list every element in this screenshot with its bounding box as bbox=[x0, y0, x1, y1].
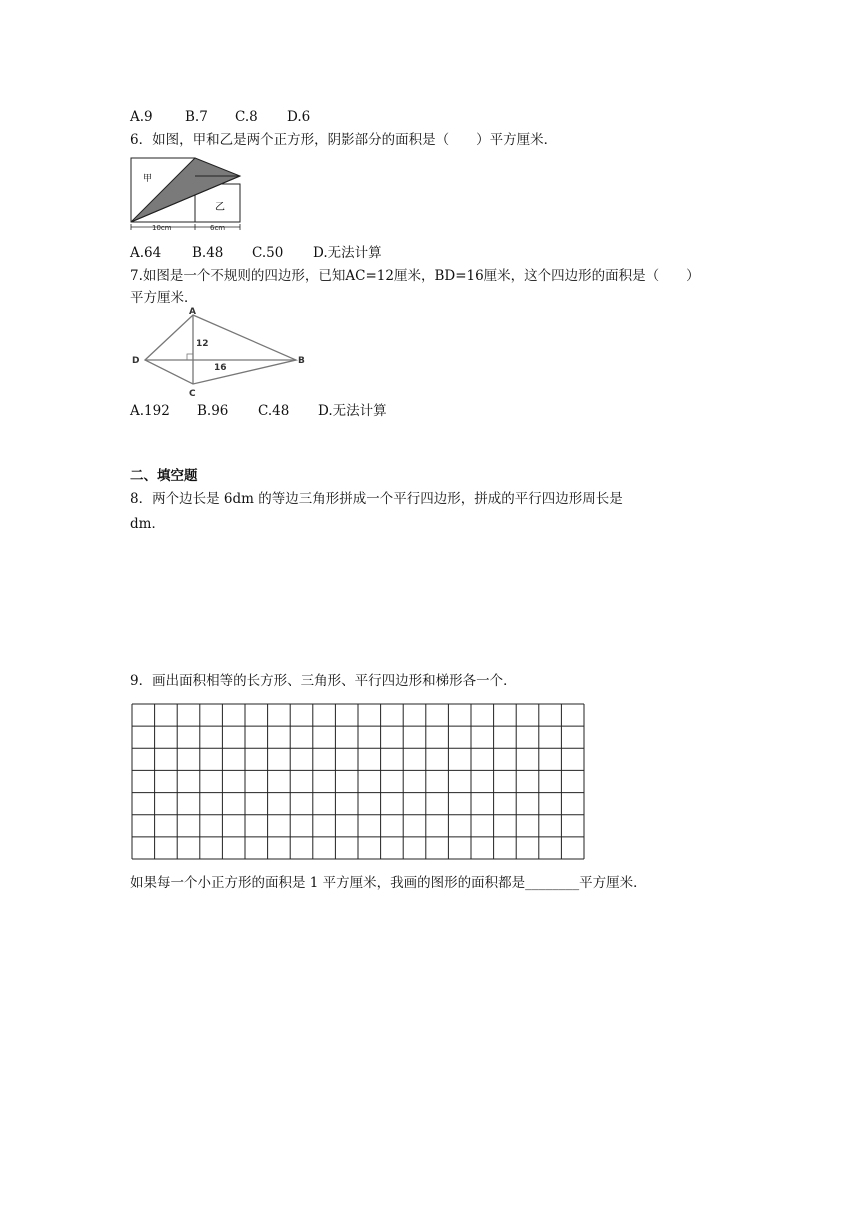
q7-option-c: C.48 bbox=[258, 403, 290, 419]
q6-option-d: D.无法计算 bbox=[313, 245, 382, 261]
q9-stem: 9．画出面积相等的长方形、三角形、平行四边形和梯形各一个． bbox=[130, 673, 517, 689]
q5-option-b: B.7 bbox=[185, 109, 208, 125]
q7-label-b: B bbox=[298, 356, 305, 366]
q6-dim-left: 10cm bbox=[152, 224, 172, 232]
q5-option-c: C.8 bbox=[235, 109, 258, 125]
q7-label-ac: 12 bbox=[196, 339, 209, 349]
q6-stem: 6．如图，甲和乙是两个正方形，阴影部分的面积是（ ）平方厘米． bbox=[130, 132, 558, 148]
q6-option-b: B.48 bbox=[192, 245, 224, 261]
q7-label-c: C bbox=[189, 389, 196, 399]
q6-options bbox=[130, 244, 382, 262]
q6-label-jia: 甲 bbox=[143, 174, 153, 184]
q7-label-a: A bbox=[189, 307, 196, 317]
q8-line1: 8．两个边长是 6dm 的等边三角形拼成一个平行四边形，拼成的平行四边形周长是 bbox=[130, 491, 623, 507]
q6-figure bbox=[130, 156, 245, 232]
q9-grid bbox=[130, 702, 586, 861]
q7-figure bbox=[128, 305, 310, 399]
q5-options bbox=[130, 108, 310, 126]
section-title: 二、填空题 bbox=[130, 468, 198, 484]
q6-option-a: A.64 bbox=[130, 245, 162, 261]
q7-stem-line1: 7.如图是一个不规则的四边形，已知AC=12厘米，BD=16厘米，这个四边形的面积是（ ） bbox=[130, 268, 700, 284]
q7-option-d: D.无法计算 bbox=[318, 403, 387, 419]
q7-stem-line2: 平方厘米． bbox=[130, 290, 198, 306]
q7-option-b: B.96 bbox=[197, 403, 229, 419]
q6-label-yi: 乙 bbox=[215, 202, 225, 213]
q6-dim-right: 6cm bbox=[210, 224, 226, 232]
q7-label-bd: 16 bbox=[214, 363, 227, 373]
q5-option-d: D.6 bbox=[287, 109, 311, 125]
q8-line2: dm． bbox=[130, 516, 165, 532]
q7-option-a: A.192 bbox=[130, 403, 170, 419]
q9-answer-line: 如果每一个小正方形的面积是 1 平方厘米，我画的图形的面积都是________平方厘米． bbox=[130, 875, 647, 891]
q5-option-a: A.9 bbox=[130, 109, 153, 125]
q6-option-c: C.50 bbox=[252, 245, 284, 261]
q7-label-d: D bbox=[132, 356, 140, 366]
q7-options bbox=[130, 402, 387, 420]
